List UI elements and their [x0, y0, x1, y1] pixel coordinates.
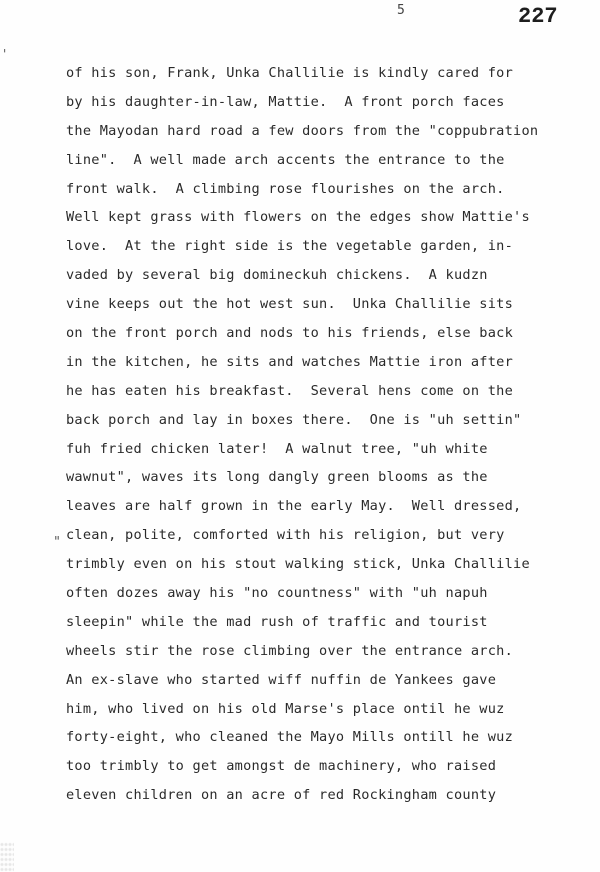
text-line: wheels stir the rose climbing over the entrance arch.	[66, 642, 514, 659]
margin-quote-mark: "	[54, 535, 60, 550]
page-number-large: 227	[518, 4, 558, 29]
text-line: on the front porch and nods to his friends, else back	[66, 325, 514, 342]
margin-tick-mark: '	[3, 47, 7, 61]
text-line: back porch and lay in boxes there. One is "uh settin"	[66, 411, 522, 428]
page-number-small: 5	[397, 3, 405, 18]
text-line: eleven children on an acre of red Rockingham county	[66, 787, 497, 804]
text-line: of his son, Frank, Unka Challilie is kindly cared for	[66, 65, 514, 81]
text-line: line". A well made arch accents the entrance to the	[66, 151, 505, 168]
text-line: clean, polite, comforted with his religion, but very	[66, 527, 505, 544]
text-line: trimbly even on his stout walking stick, Unka Challilie	[66, 556, 530, 573]
text-line: sleepin" while the mad rush of traffic and tourist	[66, 613, 488, 630]
text-line: front walk. A climbing rose flourishes on the arch.	[66, 180, 505, 197]
text-line: in the kitchen, he sits and watches Mattie iron after	[66, 353, 514, 370]
text-line: Well kept grass with flowers on the edges show Mattie's	[66, 209, 530, 226]
text-line: him, who lived on his old Marse's place ontil he wuz	[66, 700, 505, 717]
text-line: An ex-slave who started wiff nuffin de Yankees gave	[66, 671, 497, 688]
typed-body-text	[66, 59, 546, 810]
text-line: love. At the right side is the vegetable garden, in-	[66, 238, 514, 255]
scan-artifact	[0, 842, 14, 872]
text-line: by his daughter-in-law, Mattie. A front porch faces	[66, 93, 505, 110]
text-line: vaded by several big domineckuh chickens. A kudzn	[66, 267, 488, 284]
text-line: the Mayodan hard road a few doors from the "coppubration	[66, 122, 539, 139]
text-line: wawnut", waves its long dangly green blooms as the	[66, 469, 488, 486]
text-line: often dozes away his "no countness" with "uh napuh	[66, 585, 488, 602]
text-line: vine keeps out the hot west sun. Unka Challilie sits	[66, 296, 514, 313]
text-line: leaves are half grown in the early May. Well dressed,	[66, 498, 522, 515]
text-line: too trimbly to get amongst de machinery, who raised	[66, 758, 497, 775]
text-line: fuh fried chicken later! A walnut tree, "uh white	[66, 440, 488, 457]
text-line: forty-eight, who cleaned the Mayo Mills ontill he wuz	[66, 729, 514, 746]
text-line: he has eaten his breakfast. Several hens come on the	[66, 382, 514, 399]
